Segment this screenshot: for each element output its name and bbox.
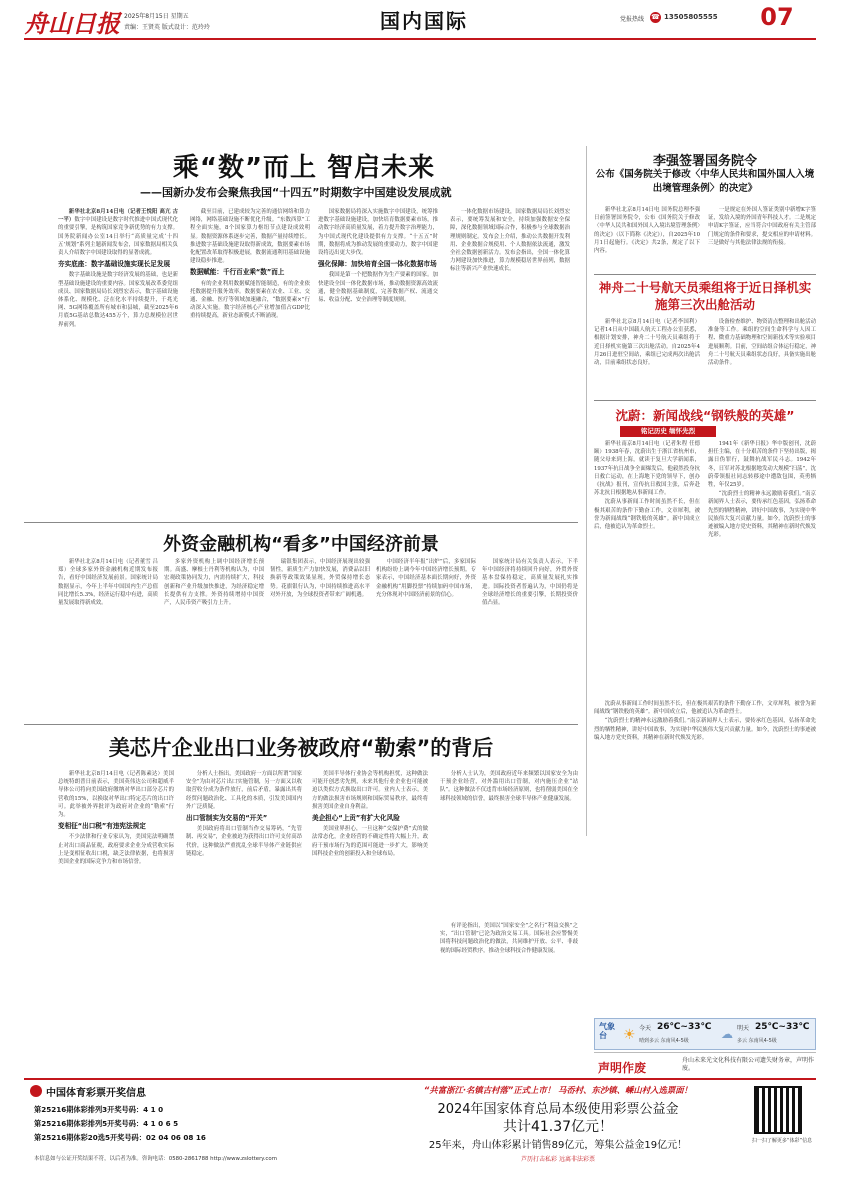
headline-state-council: 公布《国务院关于修改〈中华人民共和国外国人入境出境管理条例〉的决定》	[595, 169, 815, 194]
article-column	[376, 558, 476, 718]
paragraph: 分析人士认为，美国政府近年来频繁以国家安全为由干预企业经营，对外滥用出口管制，对内施压企业“站队”。这种做法不仅违背市场经济原则，也将削弱美国在全球科技领域的信誉，最终损害全球半导体产业健康发展。	[440, 771, 578, 802]
lottery-result-line: 第25216期体彩20选5开奖号码：02 04 06 08 16	[34, 1133, 206, 1142]
paragraph: 一体化数据市场建设，国家数据局局长刘烈宏表示，要统筹发展和安全，持续加强数据安全保障，深化数据领域国际合作，积极参与全球数据治理规则制定。发布会上介绍，推动公共数据开发利用、企业数据合规使用、个人数据依法流通，激发全社会数据创新活力。发布会指出，全国一体化算力网建设加快推进，算力规模稳居世界前列，数据标注等新兴产业快速成长。	[450, 209, 570, 273]
weather-today-desc: 晴到多云 东南风4-5级	[639, 1038, 689, 1044]
paragraph: 不少法律和行业专家认为，美国宪法明确禁止对出口商品征税，政府要求企业分成营收实际上是变相征收出口税，缺乏法律依据，也将损害美国企业的国际竞争力和市场信誉。	[58, 834, 174, 866]
paragraph: 瑞银集团表示，中国经济展现出较强韧性，新质生产力加快发展，消费品以旧换新等政策效果显现，外贸保持增长态势。花旗银行认为，中国持续推进高水平对外开放，为全球投资者带来广阔机遇。	[270, 559, 370, 598]
paragraph: 有的企业利用数据赋能智能制造，有的企业依托数据提升服务效率。数据要素在农业、工业、交通、金融、医疗等领域加速融合，“数据要素×”行动深入实施。数字经济核心产业增加值占GDP比重持续提高，新业态新模式不断涌现。	[190, 280, 310, 320]
page-number: 07	[760, 3, 794, 31]
article-column	[58, 208, 178, 518]
issue-date: 2025年8月15日 星期五	[124, 13, 189, 20]
article-column	[594, 318, 700, 394]
paragraph: 有评论指出，美国以“国家安全”之名行“利益交换”之实，“出口管制”已沦为政治交易工具。国际社会应警惕美国将科技问题政治化的做法，共同维护开放、公平、非歧视的国际经贸秩序，推动全球科技合作健康发展。	[440, 923, 578, 954]
article-column	[708, 206, 816, 270]
lottery-box	[24, 1082, 364, 1172]
article-column	[58, 770, 174, 1066]
divider	[594, 274, 816, 275]
sun-icon: ☀	[623, 1027, 636, 1043]
section-title: 国内国际	[380, 9, 468, 33]
subheadline-digital-china: ——国新办发布会聚焦我国“十四五”时期数字中国建设发展成就	[140, 186, 452, 199]
paragraph: 1941年《新华日报》华中版创刊，沈蔚担任主编，在十分艰苦的条件下坚持出版，揭露日伪罪行，鼓舞抗战军民斗志。1942年冬，日军对苏北根据地发动大规模“扫荡”，沈蔚带领报社同志转移途中遭敌包围，英勇牺牲，年仅25岁。	[708, 441, 816, 489]
newspaper-logo: 舟山日报	[24, 9, 120, 38]
section-heading: 出口管制实为交易的“开关”	[186, 814, 268, 823]
notice-label: 声明作废	[598, 1061, 647, 1075]
divider	[24, 724, 578, 725]
article-column	[440, 922, 578, 1066]
weather-tomorrow-desc: 多云 东南风4-5级	[737, 1038, 777, 1044]
kicker-state-council: 李强签署国务院令	[652, 154, 757, 169]
article-column	[318, 208, 438, 518]
paragraph: 我国是第一个把数据作为生产要素的国家。加快建设全国一体化数据市场，推动数据资源高效流通，健全数据基础制度，完善数据产权、流通交易、收益分配、安全治理等制度规则。	[318, 272, 438, 304]
column-divider	[586, 146, 587, 836]
paragraph: 美国政府将出口管制当作交易筹码，“先管制、再交易”，企业被迫为获得出口许可支付高昂代价，这种做法严重扰乱全球半导体产业链供应链稳定。	[186, 826, 302, 857]
ad-bottom-text: 芦历打击私彩 远离非法彩票	[521, 1156, 595, 1163]
paragraph: 新华社北京8月14日电 国务院总理李强日前签署国务院令，公布《国务院关于修改〈中华人民共和国外国人入境出境管理条例〉的决定》（以下简称《决定》），自2025年10月1日起施行。《决定》共2条，规定了以下内容。	[594, 207, 700, 255]
ad-title: 2024年国家体育总局本级使用彩票公益金	[437, 1102, 679, 1117]
kicker-remember-history: 铭记历史 缅怀先烈	[620, 426, 716, 437]
divider	[594, 400, 816, 401]
notice-text: 舟山未来光文化科技有限公司遗失财务章，声明作废。	[682, 1057, 815, 1073]
paragraph: 一是规定在外国人签证类别中新增K字签证，发给入境的外国青年科技人才。二是规定申请K字签证，应当符合中国政府有关主管部门规定的条件和要求，提交相应的申请材料。三是做好与其他法律法规的衔接。	[708, 207, 816, 246]
hotline-number: 13505805555	[664, 13, 718, 21]
article-column	[594, 206, 700, 270]
ad-total: 共计41.37亿元！	[502, 1119, 614, 1135]
paragraph: 多家外资机构上调中国经济增长预期。高盛、摩根士丹利等机构认为，中国宏观政策协同发力，内需持续扩大，科技创新和产业升级加快推进，为经济稳定增长提供有力支撑。外资持续增持中国资产，人民币资产吸引力上升。	[164, 559, 264, 607]
weather-today-temp: 26℃~33℃	[657, 1022, 712, 1032]
article-column	[708, 440, 816, 692]
paragraph: 新华社北京8月14日电（记者董雪 吕郑）全球多家外资金融机构近期发布报告，看好中国经济发展前景。国家统计局数据显示，今年上半年中国国内生产总值同比增长5.3%，经济运行稳中有进，高质量发展取得新成效。	[58, 559, 158, 607]
article-column	[450, 208, 570, 518]
headline-shenzhou: 神舟二十号航天员乘组将于近日择机实施第三次出舱活动	[598, 280, 812, 312]
paragraph: 新华社北京8月14日电（记者陈素达）美国总统特朗普日前表示，美国英伟达公司和超威半导体公司将向美国政府缴纳对华出口部分芯片的营收的15%，以换取对华出口特定芯片的出口许可。此举被外界批评为政府对企业的“勒索”行为。	[58, 771, 174, 819]
paragraph: 数字基础设施是数字经济发展的基础，也是新型基础设施建设的重要内容。国家发展改革委党组成员、国家数据局局长刘烈宏表示，数字基础设施体系化、规模化、泛在化水平持续提升，千兆光网、5G网络覆盖所有城市和县城，截至2025年6月底5G基站总数达455万个，算力总规模位居世界前列。	[58, 272, 178, 328]
weather-tomorrow-temp: 25℃~33℃	[755, 1022, 810, 1032]
section-heading: 数据赋能：千行百业乘“数”而上	[190, 268, 285, 277]
editor-credit: 责编：王贤英 版式设计：范玲玲	[124, 24, 210, 31]
ad-detail: 25年来，舟山体彩累计销售89亿元，筹集公益金19亿元！	[428, 1140, 688, 1151]
lottery-footnote: 本信息如与公证开奖结果不符，以后者为准。咨询电话：0580-2861788 http://www.zslottery.com	[34, 1156, 277, 1162]
qr-code-icon	[756, 1088, 800, 1132]
lottery-ad-banner	[370, 1082, 816, 1182]
section-heading: 美企担心“上贡”有扩大化风险	[312, 814, 400, 823]
paragraph: 美国业界担心，一旦这种“交保护费”式的做法常态化，企业经营的不确定性将大幅上升，政府干预市场行为的范围可能进一步扩大，影响美国科技企业的创新投入和全球布局。	[312, 826, 428, 857]
lottery-title: 中国体育彩票开奖信息	[46, 1088, 146, 1099]
article-column	[190, 208, 310, 518]
paragraph: 新华社北京8月14日电（记者李国利）记者14日从中国载人航天工程办公室获悉，根据计划安排，神舟二十号航天员乘组将于近日择机实施第三次出舱活动。自2025年4月26日进驻空间站，乘组已完成两次出舱活动，目前乘组状态良好。	[594, 319, 700, 367]
cloud-icon: ☁	[721, 1027, 733, 1041]
article-column	[164, 558, 264, 718]
article-column	[440, 770, 578, 918]
paragraph: 美国半导体行业协会等机构担忧，这种做法可能开创恶劣先例，未来其他行业企业也可能被迫以类似方式换取出口许可。业内人士表示，美方的做法损害市场规则和国际贸易秩序，最终将损害美国企业自身利益。	[312, 771, 428, 810]
paragraph: 新华社南京8月14日电（记者朱程 任德颐）1938年春，沈蔚出生于浙江省杭州市，随父母来到上海，就读于复旦大学新闻系，1937年抗日战争全面爆发后，他毅然投身抗日救亡运动，在上海地下党的领导下，创办《抗战》报刊，宣传抗日救国主张，后奔赴苏北抗日根据地从事新闻工作。	[594, 441, 700, 497]
article-column	[594, 700, 816, 830]
paragraph: 截至目前，已建成较为完善的通信网络和算力网络，网络基础设施不断优化升级。“东数西算”工程全面实施，8个国家算力枢纽节点建设成效明显。数据资源体系逐步完善，数据产量持续增长。推进数字基础设施建设取得新成效，数据要素市场化配置改革取得积极进展，数据流通利用基础设施建设稳步推进。	[190, 209, 310, 265]
section-heading: 强化保障：加快培育全国一体化数据市场	[318, 260, 437, 269]
headline-digital-china: 乘“数”而上 智启未来	[172, 153, 436, 183]
paragraph: 中国经济半年报“出炉”后，多家国际机构纷纷上调今年中国经济增长预期。专家表示，中国经济基本面长期向好，外资金融机构“用脚投票”持续加码中国市场，充分体现对中国经济前景的信心。	[376, 559, 476, 598]
section-heading: 变相征“出口税”有违宪法规定	[58, 822, 146, 831]
weather-box	[594, 1018, 816, 1050]
divider	[24, 522, 578, 523]
paragraph: 沈蔚从事新闻工作时间虽然不长，但在极其艰苦的条件下勤奋工作，文章犀利，被誉为新闻战线“钢铁般的英雄”。新中国成立后，他被追认为革命烈士。	[594, 499, 700, 531]
paragraph: 分析人士指出，美国政府一方面以所谓“国家安全”为由对芯片出口实施管制，另一方面又以收取营收分成为条件放行，前后矛盾，暴露出其将经贸问题政治化、工具化的本质，引发美国国内外广泛质疑。	[186, 771, 302, 810]
masthead-rule	[24, 38, 816, 40]
paragraph: 沈蔚从事新闻工作时间虽然不长，但在极其艰苦的条件下勤奋工作，文章犀利，被誉为新闻战线“钢铁般的英雄”。新中国成立后，他被追认为革命烈士。	[594, 701, 816, 716]
article-column	[482, 558, 578, 718]
lottery-icon	[30, 1085, 42, 1097]
lead-paragraph: 数字中国建设是数字时代推进中国式现代化的重要引擎，是构筑国家竞争新优势的有力支撑。国务院新闻办公室14日举行“高质量完成‘十四五’规划”系列主题新闻发布会，国家数据局相关负责人介绍数字中国建设取得的显著成就。	[58, 217, 178, 257]
paragraph: 设备检查维护、物资清点整理和出舱活动准备等工作。乘组的空间生命科学与人因工程、微重力基础物理和空间新技术等实验项目进展顺利。目前，空间站组合体运行稳定，神舟二十号航天员乘组状态良好，具备实施出舱活动条件。	[708, 319, 816, 367]
weather-label: 气象台	[599, 1022, 615, 1040]
qr-caption: 扫一扫了解更多“体彩”信息	[751, 1138, 813, 1144]
weather-today-label: 今天	[639, 1025, 652, 1032]
lottery-result-line: 第25216期体彩排列3开奖号码：4 1 0	[34, 1105, 164, 1114]
article-column	[312, 770, 428, 1066]
notice-box	[594, 1052, 816, 1080]
headline-us-chips: 美芯片企业出口业务被政府“勒索”的背后	[108, 736, 494, 760]
article-column	[708, 318, 816, 394]
hotline-label: 党报热线	[620, 16, 645, 23]
article-column	[594, 440, 700, 692]
paragraph: “沈蔚烈士的精神永远激励着我们。”南京新闻界人士表示，要传承红色基因，弘扬革命先烈的牺牲精神，讲好中国故事，为实现中华民族伟大复兴贡献力量。如今，沈蔚烈士的事迹被编入地方党史资料，其精神在新时代焕发光彩。	[594, 718, 816, 741]
article-column	[186, 770, 302, 1066]
article-column	[270, 558, 370, 718]
section-heading: 夯实底座：数字基础设施实现长足发展	[58, 260, 171, 269]
article-column	[58, 558, 158, 718]
phone-icon: ☎	[651, 13, 660, 21]
weather-tomorrow-label: 明天	[737, 1025, 750, 1032]
paragraph: “沈蔚烈士的精神永远激励着我们。”南京新闻界人士表示，要传承红色基因，弘扬革命先烈的牺牲精神，讲好中国故事，为实现中华民族伟大复兴贡献力量。如今，沈蔚烈士的事迹被编入地方党史资料，其精神在新时代焕发光彩。	[708, 491, 816, 539]
bottom-rule	[24, 1078, 816, 1080]
masthead	[0, 0, 842, 48]
lottery-result-line: 第25216期体彩排列5开奖号码：4 1 0 6 5	[34, 1119, 179, 1128]
ad-slogan: “共富浙江·名镇古村落”正式上市！ 马岙村、东沙镇、嵊山村入选票面！	[423, 1085, 693, 1095]
paragraph: 国家数据局将深入实施数字中国建设，统筹推进数字基础设施建设，加快培育数据要素市场，推动数字经济高质量发展，着力提升数字治理能力，为中国式现代化建设提供有力支撑。“十五五”时期，数据将成为推动发展的重要动力，数字中国建设将迈出更大步伐。	[318, 209, 438, 257]
headline-foreign-finance: 外资金融机构“看多”中国经济前景	[163, 534, 439, 555]
headline-shen-wei: 沈蔚：新闻战线“钢铁般的英雄”	[615, 408, 795, 423]
dateline: 新华社北京8月14日电（记者王悦阳 高亢 古一平）	[58, 209, 178, 224]
paragraph: 国家统计局有关负责人表示，下半年中国经济将持续回升向好，外贸外资基本盘保持稳定，高质量发展扎实推进。国际投资者普遍认为，中国仍将是全球经济增长的重要引擎，长期投资价值凸显。	[482, 559, 578, 607]
